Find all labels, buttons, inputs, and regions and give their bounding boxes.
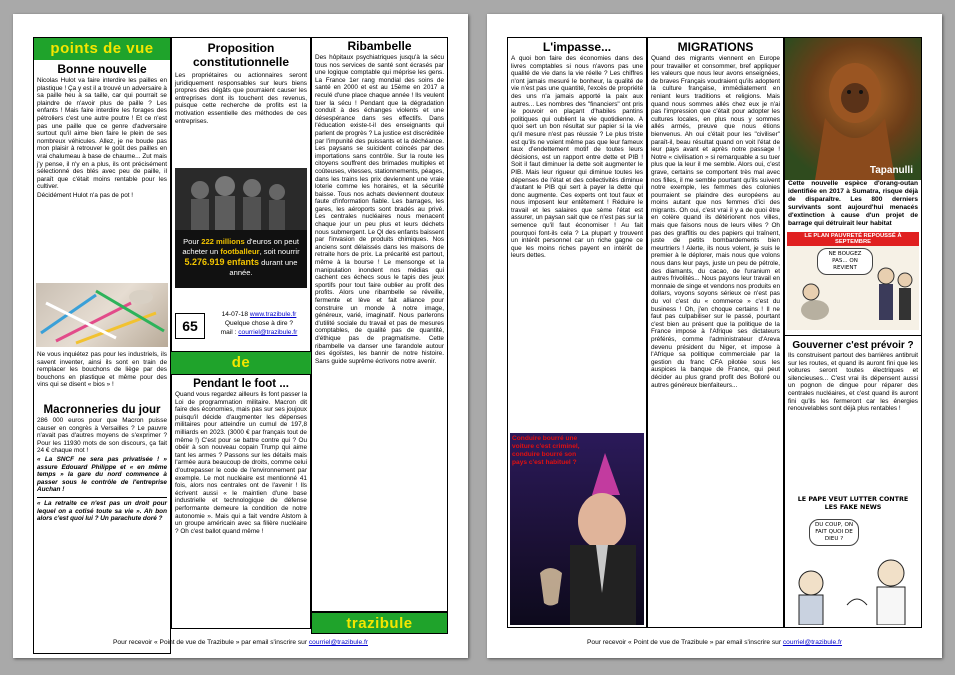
cartoon-pauvrete-headline: LE PLAN PAUVRETÉ REPOUSSÉ À SEPTEMBRE xyxy=(787,232,919,246)
bonne-nouvelle-body: Nicolas Hulot va faire interdire les pailles en plastique ! Ça y est il a trouvé un adversaire à sa paille heu à sa taille, car qui pourrait se plaindre de n'avoir plus de paille ? Les enfants ! Mais faire interdire les forages des pétroliers c'est une autre poutre ! Et ce n'est pas une paille que ce genre d'adversaire surtout qu'il aime bien faire le plein de ses nombreux véhicules. Allez, je ne boude pas mon plaisir à retrouver le goût des pailles en vrai chalumeau à base de chaume... Zut mais j'y pense, il n'y en a plus, ils ont précisément sélectionné des blés avec peu de paille, il paraît que c'était moins rentable pour les cultiver. Décidément Hulot n'a pas de pot ! xyxy=(37,77,167,199)
gouverner-body: Ils construisent partout des barrières antibruit sur les routes, et quand ils auront fini que les voitures seront toutes électriques et silencieuses... C'est vrai ils dépensent aussi un pognon de dingue pour réparer des centrales nucléaires, et c'est quand ils auront fini qu'ils les fermeront car les énergies renouvelables sont déjà plus rentables ! xyxy=(788,352,918,413)
cartoon-pape-bubble: DU COUP, ON FAIT QUOI DE DIEU ? xyxy=(809,519,859,546)
gouverner-title: Gouverner c'est prévoir ? xyxy=(785,335,921,352)
poster-text: Pour 222 millions d'euros on peut acheter un footballeur, soit nourrir 5.276.919 enfants durant une année. xyxy=(182,237,300,277)
tapanulli-caption: Cette nouvelle espèce d'orang-outan identifiée en 2017 à Sumatra, risque déjà de disparaître. Les 800 derniers survivants sont aujourd'hui menacés d'extinction à cause d'un projet de barrage qui détruirait leur habitat xyxy=(788,180,918,227)
cartoon-pape-drawing xyxy=(787,493,919,625)
migrations-box xyxy=(647,37,784,628)
points-de-vue-banner: points de vue xyxy=(34,38,170,60)
pendant-foot-box xyxy=(171,374,311,629)
site-link[interactable]: www.trazibule.fr xyxy=(249,311,297,318)
straws-caption: Ne vous inquiétez pas pour les industriels, ils savent inventer, ainsi ils sont en train de remplacer les bouchons de liège par des bouchons en plastique et même pour des vins qui se disent « bios » ! xyxy=(37,351,167,389)
cartoon-pauvrete-drawing xyxy=(787,232,919,330)
cartoon-pauvrete-bubble: NE BOUGEZ PAS... ON REVIENT xyxy=(817,248,873,275)
juncker-photo xyxy=(510,433,644,625)
column-left xyxy=(33,37,171,654)
pendant-foot-body: Quand vous regardez ailleurs ils font passer la Loi de programmation militaire. Macron dit faire des économies, mais pas sur ses joujoux puisqu'il décide d'augmenter les dépenses militaires pour atteindre un cumul de 197,8 milliards en 2023. (3000 € par français tout de même !) C'est pour se battre contre qui ? Ou obéir à son nouveau copain Trump qui aime tant les armes ? Passons sur les détails mais l'armée aura beaucoup de droits, comme celui d'outrepasser le code de l'environnement par exemple. Le mot nucléaire est mentionné 41 fois, alors nos centrales ont de l'avenir ! Ils écrivent aussi « le maintien d'une base industrielle et technologique de défense performante demeure la condition de notre autonomie ». Mais qui a fait vendre Alstom à un groupe américain avec sa filière nucléaire ? Oh c'est ballot quand même ! xyxy=(175,391,307,535)
footer-mail-link[interactable]: courriel@trazibule.fr xyxy=(308,639,368,646)
pendant-foot-title: Pendant le foot ... xyxy=(193,378,289,390)
orangutan-photo xyxy=(785,38,921,180)
cartoon-pape xyxy=(787,493,919,625)
impasse-body: A quoi bon faire des économies dans des livres comptables si nous n'avons pas une qualité de vie dans la vie réelle ? Les chiffres n'ont jamais mesuré le bonheur, la qualité de vie n'est pas une quantité, l'excès de propriété des uns n'a jamais apporté la paix aux autres... Les nombres des "financiers" ont pris le pouvoir en plaçant d'habiles pantins politiques qui oublient la vie quotidienne. A quoi sert un bon résultat sur papier si la vie qu'il mesure n'est pas réussie ? Le plus triste est qu'ils ne voient même pas que leur fameux taux d'endettement motif de toutes leurs décisions, est un rapport entre dette et PIB ! Soit il faut diminuer la dette soit augmenter le PIB. Mais leur rigueur qui diminue toutes les dépenses de l'état et des collectivités diminue d'autant le PIB qui sert à payer la dette qui donc augmente. Ces experts ont tout faux et nous imposent leur entêtement ! Réduire le travail et les salaires que sème l'état est assurer, un paysan sait que ce n'est pas sur la semence qu'il faut économiser ! Au fait pourquoi font-ils cela ? La plupart y trouvent un intérêt personnel car un riche gagne ce que les moins riches payent en intérêt de leurs dettes. xyxy=(511,55,643,260)
issue-number: 65 xyxy=(175,313,205,339)
ribambelle-title: Ribambelle xyxy=(347,39,412,53)
red-caption: Conduire bourré une voiture c'est criminel, conduire bourré son pays c'est habituel ? xyxy=(512,435,580,466)
right-page xyxy=(487,14,942,658)
macronneries-body: 286 000 euros pour que Macron puisse causer en congrès à Versailles ? Le pauvre n'avait pas d'autres moyens de s'exprimer ? Pour les 11930 mots de son discours, ça fait 24 € chaque mot ! « La SNCF ne sera pas privatisée ! » assure Edouard Philippe et « en même temps » la gare du nord commence à passer sous le contrôle de l'entreprise Auchan ! « La retraite ce n'est pas un droit pour lequel on a cotisé toute sa vie ». Ah bon alors c'est quoi lui ? Un parachute doré ? xyxy=(37,417,167,523)
straws-photo xyxy=(36,283,168,347)
ribambelle-box xyxy=(311,37,448,612)
right-footer: Pour recevoir « Point de vue de Trazibule » par email s'inscrire sur courriel@trazibule.fr xyxy=(587,639,842,646)
orangutan-illustration xyxy=(785,38,921,180)
impasse-box xyxy=(507,37,647,628)
left-footer: Pour recevoir « Point de vue de Trazibule » par email s'inscrire sur courriel@trazibule.fr xyxy=(113,639,368,646)
mail-link[interactable]: courriel@trazibule.fr xyxy=(238,329,298,336)
de-banner: de xyxy=(171,352,311,374)
football-poster xyxy=(175,168,307,288)
cartoon-pauvrete xyxy=(787,232,919,330)
proposition-box xyxy=(171,37,311,352)
bonne-nouvelle-title: Bonne nouvelle xyxy=(57,62,147,76)
footer-mail-link-right[interactable]: courriel@trazibule.fr xyxy=(782,639,842,646)
column-right xyxy=(784,37,922,628)
children-photo xyxy=(175,168,307,230)
divider xyxy=(37,497,167,498)
left-page xyxy=(13,14,468,658)
issue-info: 14-07-18 www.trazibule.fr Quelque chose à dire ? mail : courriel@trazibule.fr xyxy=(220,311,298,336)
proposition-title: Proposition constitutionnelle xyxy=(193,41,289,69)
migrations-title: MIGRATIONS xyxy=(677,40,754,54)
tapanulli-label: Tapanulli xyxy=(869,165,913,176)
proposition-body: Les propriétaires ou actionnaires seront juridiquement responsables sur leurs biens propres des dégâts que pourraient causer les entreprises dont ils touchent des revenus, puisque cette recherche de profits est la motivation essentielle des méthodes de ces entreprises. xyxy=(175,72,307,125)
cartoon-pape-headline: LE PAPE VEUT LUTTER CONTRE LES FAKE NEWS xyxy=(797,495,909,511)
impasse-title: L'impasse... xyxy=(542,40,612,54)
straws-illustration xyxy=(36,283,168,347)
macronneries-title: Macronneries du jour xyxy=(43,404,161,416)
trazibule-banner: trazibule xyxy=(311,612,448,634)
migrations-body: Quand des migrants viennent en Europe pour travailler et consommer, bref appliquer les valeurs que nous leur avons enseignées, de braves Français voudraient qu'ils adoptent la culture française, immédiatement en reniant leurs traditions et religions. Mais quand nous sommes allés chez eux je n'ai pas l'impression que c'était pour adopter les cultures locales, en plus nous y sommes allés armés, preuve que nous étions bienvenus. Ah oui c'était pour les "civiliser" paraît-il, beau résultat quand on voit l'état de leur pays avant et après notre passage ! Notre « civilisation » si remarquable a su tuer plus que la leur il me semble. Alors oui, c'est grave, certains se comportent très mal avec nos filles, il me semble pourtant qu'ils suivent notre exemple, les femmes des colonies pourraient se plaindre des européens au moins autant que nos femmes d'ici des migrants. Oh oui, c'est vrai il y a de quoi être en colère quand ils détériorent nos villes, mais que faisons nous de leurs villes ? Oh pas des graffitis ou des papiers qui traînent, juste de petits bombardements bien meurtriers ! Alerte, ils nous volent, je suis le premier à le déplorer, mais nous que volons nous dans leur pays, juste un peu de pétrole, des diamants, du cacao, de l'uranium et autres frivolités... Nous payons leur travail en monnaie de singe et vendons nos produits en dollars, voyons soyons sérieux ce n'est pas du vol c'est du « commerce » c'est du business ! Oh, j'en choque certains ! Il ne faut pas culpabiliser sur le passé, pourtant c'est bien au présent que la politique de la France impose à l'Afrique ses dictateurs préférés, comme l'administrateur d'Areva devenu président du Niger, et impose à l'Afrique sa politique commerciale par la gestion du franc CFA pilotée sous les auspices la banque de France, qui peut décider au plus grand profit des Bolloré ou autres généreux bienfaiteurs... xyxy=(651,55,780,389)
ribambelle-body: Des hôpitaux psychiatriques jusqu'à la sécu tous nos services de santé sont écrasés par une logique comptable qui méprise les gens. La France 1er rang mondial des soins de santé en 2000 et est au 15ème en 2017 a reculé d'une place chaque année ! Ils veulent tuer la sécu ! Pendant que la dégradation conduit à des échanges violents et une désespérance dans ses effectifs. Dans l'éducation existe-t-il des enseignants qui parlent de progrès ? La justice est discréditée par l'impunité des puissants et la déchéance. Les paysans se suicident coincés par des importations sans contrôle. Sur la route les citoyens souffrent des brimades multiples et coûteuses, vitesses, stationnements, péages, dans les trains les prix deviennent une vraie loterie comme les horaires, et la sécurité baisse. Tous nos achats deviennent douteux faute d'information fiable. Les barrages, les gares, les aéroports sont bradés au privé. Les centrales nucléaires nous menacent chaque jour un peu plus et leurs déchets nous submergent. Le QI des enfants baissent par l'invasion de produits chimiques. Nos anciens sont délaissés dans les maisons de retraite hors de prix. La précarité est partout, même à la bourse ! Le mensonge et la manipulation inondent nos médias qui cachent ces échecs sous le tapis des jeux sportifs pour tout faire oublier au profit des profits. Alors une ribambelle se réveille, fermente et lève et fait alliance pour construire un monde à notre image, généreux, varié, imaginatif. Nous parlerons d'utilité sociale du travail et pas de mesures comptables, de qualité pas de quantité, d'éthique pas de pragmatisme. Cette ribambelle va danser une farandole autour des égoïstes, les bannir de notre histoire. Sans guide suprême écrivons notre avenir. xyxy=(315,54,444,365)
